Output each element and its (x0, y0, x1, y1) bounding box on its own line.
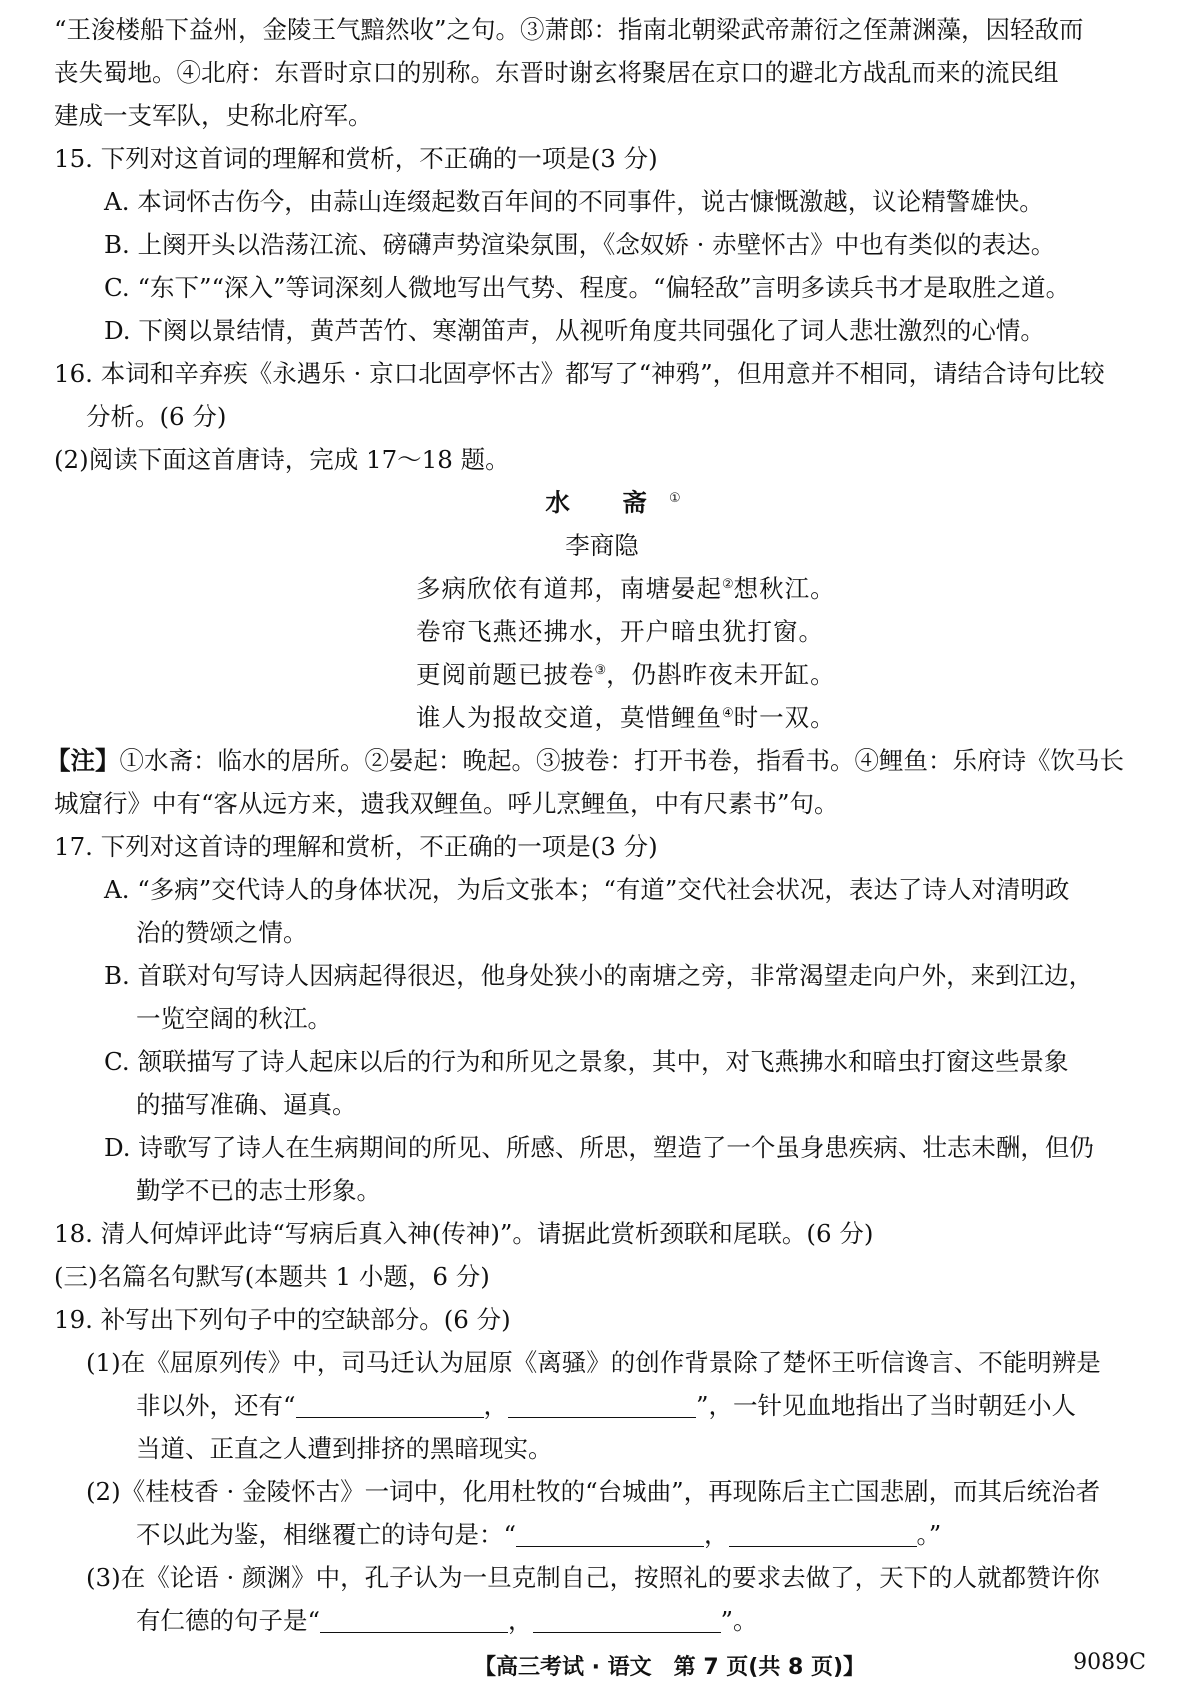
answer-blank[interactable] (516, 1516, 704, 1547)
text: 非以外，还有“ (136, 1391, 296, 1420)
option-a: A. “多病”交代诗人的身体状况，为后文张本；“有道”交代社会状况，表达了诗人对清明政 (104, 875, 1070, 904)
answer-blank[interactable] (729, 1516, 917, 1547)
sub-question-2-blanks (54, 1513, 1150, 1556)
poem-line-text: ，仍斟昨夜未开缸。 (606, 660, 836, 689)
section-heading-2: (2)阅读下面这首唐诗，完成 17～18 题。 (54, 445, 510, 474)
text: ”，一针见血地指出了当时朝廷小人 (696, 1391, 1077, 1420)
footnote-mark: ④ (722, 706, 734, 721)
question-15 (54, 137, 1150, 352)
question-stem: 19. 补写出下列句子中的空缺部分。(6 分) (54, 1305, 511, 1334)
option-c: C. “东下”“深入”等词深刻人微地写出气势、程度。“偏轻敌”言明多读兵书才是取胜之道。 (104, 273, 1071, 302)
option-a-cont: 治的赞颂之情。 (136, 918, 308, 947)
note-line (46, 739, 1150, 782)
question-stem: 15. 下列对这首词的理解和赏析，不正确的一项是(3 分) (54, 144, 658, 173)
text: 。” (916, 1520, 942, 1549)
text: ， (704, 1520, 729, 1549)
poem (54, 481, 1150, 739)
sub-question-2: (2)《桂枝香 · 金陵怀古》一词中，化用杜牧的“台城曲”，再现陈后主亡国悲剧，而其后统治者 (86, 1477, 1101, 1506)
poem-line-text: 谁人为报故交道，莫惜鲤鱼 (416, 703, 722, 732)
text: ， (483, 1391, 509, 1420)
option-b: B. 首联对句写诗人因病起得很迟，他身处狭小的南塘之旁，非常渴望走向户外，来到江边， (104, 961, 1094, 990)
answer-blank[interactable] (296, 1387, 484, 1418)
option-c-cont: 的描写准确、逼真。 (136, 1090, 357, 1119)
answer-blank[interactable] (508, 1387, 696, 1418)
option-c: C. 颔联描写了诗人起床以后的行为和所见之景象，其中，对飞燕拂水和暗虫打窗这些景象 (104, 1047, 1069, 1076)
footnote-mark: ② (722, 577, 734, 592)
question-16 (54, 352, 1150, 438)
question-17 (54, 825, 1150, 1212)
note-label: 【注】 (46, 746, 120, 775)
poem-line-text: 多病欣依有道邦，南塘晏起 (416, 574, 722, 603)
question-19 (54, 1298, 1150, 1642)
poem-line: 卷帘飞燕还拂水，开户暗虫犹打窗。 (416, 617, 824, 646)
option-d-cont: 勤学不已的志士形象。 (136, 1176, 381, 1205)
text: ”。 (720, 1606, 758, 1635)
sub-question-1: (1)在《屈原列传》中，司马迁认为屈原《离骚》的创作背景除了楚怀王听信谗言、不能明辨是 (86, 1348, 1101, 1377)
option-d: D. 下阕以景结情，黄芦苦竹、寒潮笛声，从视听角度共同强化了词人悲壮激烈的心情。 (104, 316, 1045, 345)
option-d: D. 诗歌写了诗人在生病期间的所见、所感、所思，塑造了一个虽身患疾病、壮志未酬，但仍 (104, 1133, 1094, 1162)
answer-blank[interactable] (533, 1602, 721, 1633)
poem-title-text: 水 斋 (545, 488, 669, 517)
poem-line-text: 想秋江。 (733, 574, 836, 603)
section-heading-3: (三)名篇名句默写(本题共 1 小题，6 分) (54, 1262, 490, 1291)
poem-line-text: 更阅前题已披卷 (416, 660, 595, 689)
footnote-mark: ① (668, 491, 681, 506)
option-b-cont: 一览空阔的秋江。 (136, 1004, 332, 1033)
footer-page-info: 【高三考试 · 语文 第 7 页(共 8 页)】 (474, 1655, 866, 1680)
text: 不以此为鉴，相继覆亡的诗句是：“ (136, 1520, 517, 1549)
text-line: 丧失蜀地。④北府：东晋时京口的别称。东晋时谢玄将聚居在京口的避北方战乱而来的流民组 (54, 58, 1059, 87)
option-b: B. 上阕开头以浩荡江流、磅礴声势渲染氛围，《念奴娇 · 赤壁怀古》中也有类似的表达。 (104, 230, 1056, 259)
sub-question-1-blanks (54, 1384, 1150, 1427)
question-18: 18. 清人何焯评此诗“写病后真入神(传神)”。请据此赏析颈联和尾联。(6 分) (54, 1219, 874, 1248)
poem-notes (46, 739, 1150, 825)
sub-question-3-blanks (54, 1599, 1150, 1642)
text-line: 建成一支军队，史称北府军。 (54, 101, 373, 130)
note-text: ①水斋：临水的居所。②晏起：晚起。③披卷：打开书卷，指看书。④鲤鱼：乐府诗《饮马长 (119, 746, 1124, 775)
footnote-mark: ③ (594, 663, 607, 678)
poem-line (54, 567, 1150, 610)
text-line: “王浚楼船下益州，金陵王气黯然收”之句。③萧郎：指南北朝梁武帝萧衍之侄萧渊藻，因轻敌而 (54, 15, 1084, 44)
text: ， (508, 1606, 533, 1635)
footer-code: 9089C (1073, 1650, 1146, 1675)
question-stem-cont: 分析。(6 分) (86, 402, 227, 431)
answer-blank[interactable] (320, 1602, 508, 1633)
sub-question-1-cont: 当道、正直之人遭到排挤的黑暗现实。 (136, 1434, 553, 1463)
option-a: A. 本词怀古伤今，由蒜山连缀起数百年间的不同事件，说古慷慨激越，议论精警雄快。 (104, 187, 1044, 216)
poem-line-text: 时一双。 (733, 703, 836, 732)
note-line: 城窟行》中有“客从远方来，遗我双鲤鱼。呼儿烹鲤鱼，中有尺素书”句。 (54, 789, 839, 818)
text: 有仁德的句子是“ (136, 1606, 321, 1635)
poem-line (54, 653, 1150, 696)
question-stem: 16. 本词和辛弃疾《永遇乐 · 京口北固亭怀古》都写了“神鸦”，但用意并不相同，请结合诗句比较 (54, 359, 1105, 388)
top-notes-paragraph (54, 8, 1150, 137)
poem-line (54, 696, 1150, 739)
poem-title (54, 481, 1150, 524)
sub-question-3: (3)在《论语 · 颜渊》中，孔子认为一旦克制自己，按照礼的要求去做了，天下的人就都赞许你 (86, 1563, 1100, 1592)
question-stem: 17. 下列对这首诗的理解和赏析，不正确的一项是(3 分) (54, 832, 658, 861)
poem-author: 李商隐 (565, 531, 639, 560)
exam-page (46, 8, 1150, 1642)
